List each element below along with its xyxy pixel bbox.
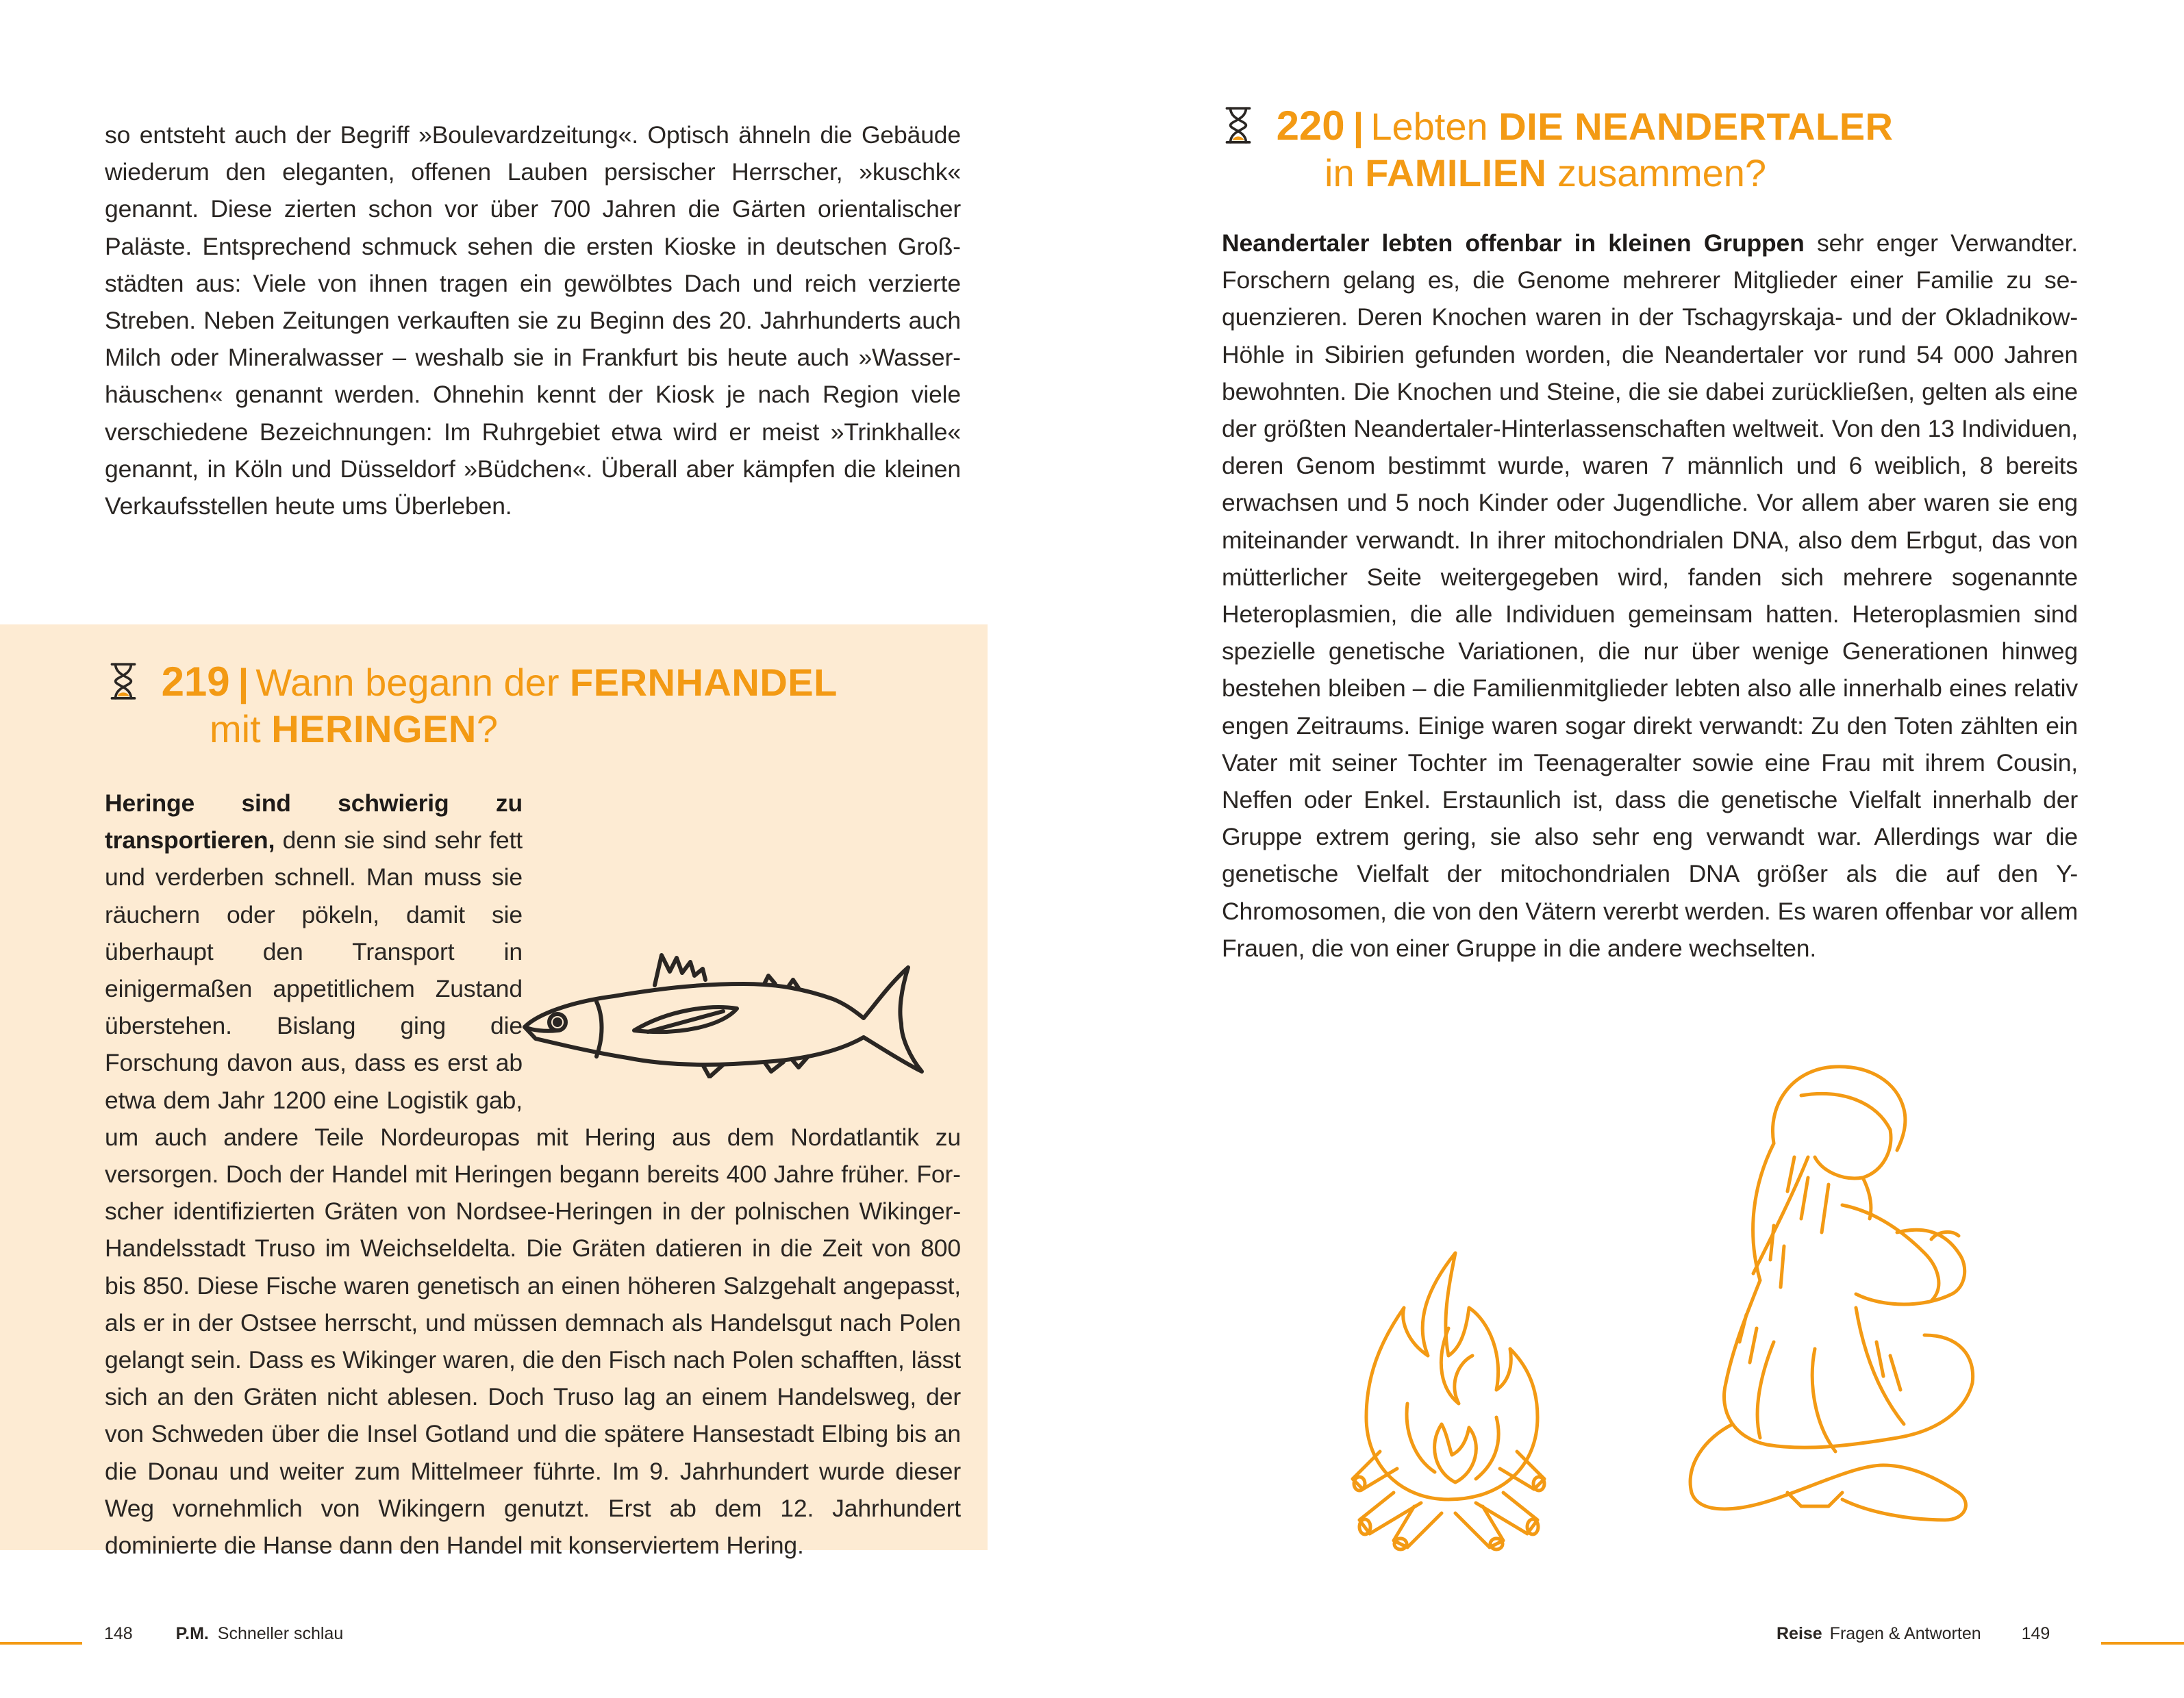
question-text-part: Wann begann der <box>255 661 570 704</box>
answer-body: sehr enger Verwandter. Forschern gelang es, die Genome mehrerer Mitglieder einer Familie zu sequenzieren. Deren Knochen waren in der Tschagyrskaja- und der Okladnikow-Höhle in Sibirien gefunden worden, die Neandertaler vor rund 54 000 Jahren bewohnten. Die Knochen und Steine, die sie dabei zurückließen, gelten als eine der größten Neandertaler-Hinterlassenschaften weltweit. Von den 13 Individuen, deren Genom bestimmt wurde, waren 7 männlich und 6 weiblich, 8 bereits erwachsen und 5 noch Kinder oder Jugendliche. Vor allem aber waren sie eng miteinander verwandt. In ihrer mitochondrialen DNA, also dem Erbgut, das von mütterlicher Seite weitergegeben wird, fanden sich mehrere sogenannte Heteroplasmien, die alle Individuen gemeinsam hatten. Heteroplasmien sind spezielle genetische Variationen, die nur über wenige Generationen hinweg bestehen bleiben – die Familienmitglieder lebten also alle innerhalb eines relativ engen Zeitraums. Einige waren sogar direkt verwandt: Zu den Toten zählten ein Vater mit seiner Tochter im Teenageralter sowie eine Frau mit ihrem Cousin, Neffen oder Enkel. Erstaunlich ist, dass die genetische Vielfalt innerhalb der Gruppe extrem gering, sie also sehr eng verwandt war. Allerdings war die genetische Vielfalt der mitochondrialen DNA größer als die auf den Y-Chromosomen, die von den Vätern vererbt werden. Es waren offenbar vor allem Frauen, die von einer Gruppe in die andere wechselten. <box>1222 229 2078 962</box>
answer-lead: Heringe sind schwierig zu transportieren, <box>105 789 523 854</box>
answer-paragraph <box>1222 225 2078 967</box>
intro-paragraph: so entsteht auch der Begriff »Boulevardzeitung«. Optisch ähneln die Gebäude wiederum den eleganten, offenen Lauben persischer Herrscher, »kuschk« genannt. Diese zierten schon vor über 700 Jahren die Gärten orientalischer Paläste. Entsprechend schmuck sehen die ersten Kioske in deutschen Großstädten aus: Viele von ihnen tragen ein gewölbtes Dach und reich verzierte Streben. Neben Zeitungen verkauften sie zu Beginn des 20. Jahrhunderts auch Milch oder Mineralwasser – weshalb sie in Frankfurt bis heute auch »Wasserhäuschen« genannt werden. Ohnehin kennt der Kiosk je nach Region viele verschiedene Bezeichnungen: Im Ruhrgebiet etwa wird er meist »Trinkhalle« genannt, in Köln und Düsseldorf »Büdchen«. Überall aber kämpfen die kleinen Verkaufsstellen heute ums Überleben. <box>105 121 961 520</box>
question-keyword: FAMILIEN <box>1365 151 1547 194</box>
question-219-heading <box>108 659 838 752</box>
campfire-illustration <box>1339 1246 1558 1554</box>
question-text-part: Lebten <box>1370 105 1499 148</box>
herring-fish-illustration <box>518 941 929 1078</box>
question-220-heading <box>1223 103 1894 197</box>
question-text-part: ? <box>476 707 498 750</box>
answer-lead: Neandertaler lebten offenbar in kleinen Gruppen <box>1222 229 1805 257</box>
footer-section: Reise <box>1777 1624 1822 1643</box>
page-number: 148 <box>104 1624 133 1643</box>
question-keyword: DIE NEANDERTALER <box>1498 105 1894 148</box>
page-number: 149 <box>2021 1624 2050 1643</box>
question-keyword: HERINGEN <box>271 707 477 750</box>
footer-rule <box>0 1642 82 1645</box>
intro-text-block <box>105 116 961 524</box>
question-220-answer <box>1222 225 2078 967</box>
footer-title: Schneller schlau <box>217 1624 344 1643</box>
question-keyword: FERNHANDEL <box>570 661 838 704</box>
neanderthal-mother-child-illustration <box>1637 1054 2000 1534</box>
heading-separator: | <box>238 661 249 704</box>
hourglass-icon <box>108 661 138 701</box>
left-footer <box>104 1624 343 1644</box>
footer-rule <box>2101 1642 2184 1645</box>
question-text-part: in <box>1325 151 1366 194</box>
question-text-part: zusammen? <box>1546 151 1767 194</box>
question-text-part: mit <box>210 707 272 750</box>
right-footer <box>1777 1624 2050 1644</box>
heading-separator: | <box>1353 105 1364 148</box>
footer-brand: P.M. <box>175 1624 209 1643</box>
question-219-answer <box>105 785 961 1564</box>
footer-title: Fragen & Antworten <box>1829 1624 1981 1643</box>
question-number: 219 <box>161 659 230 705</box>
hourglass-icon <box>1223 105 1253 145</box>
question-number: 220 <box>1276 103 1345 149</box>
answer-body: denn sie sind sehr fett und verderben schnell. Man muss sie räuchern oder pökeln, damit sie überhaupt den Transport in einigermaßen appetitlichem Zustand überstehen. Bislang ging die Forschung davon aus, dass es erst ab etwa dem Jahr 1200 eine Logistik gab, um auch andere Teile Nordeuropas mit Hering aus dem Nordatlantik zu versorgen. Doch der Handel mit Heringen begann bereits 400 Jahre früher. Forscher identifizierten Gräten von Nordsee-Heringen in der polnischen Wikinger-Handelsstadt Truso im Weichseldelta. Die Gräten datieren in die Zeit von 800 bis 850. Diese Fische waren genetisch an einen höheren Salzgehalt angepasst, als er in der Ostsee herrscht, und müssen demnach als Handelsgut nach Polen gelangt sein. Dass es Wikinger waren, die den Fisch nach Polen schafften, lässt sich an den Gräten nicht ablesen. Doch Truso lag an einem Handelsweg, der von Schweden über die Insel Gotland und die spätere Hansestadt Elbing bis an die Donau und weiter zum Mittelmeer führte. Im 9. Jahrhundert wurde dieser Weg vornehmlich von Wikingern genutzt. Erst ab dem 12. Jahrhundert dominierte die Hanse dann den Handel mit konserviertem Hering. <box>105 826 961 1560</box>
answer-paragraph <box>105 785 961 1564</box>
